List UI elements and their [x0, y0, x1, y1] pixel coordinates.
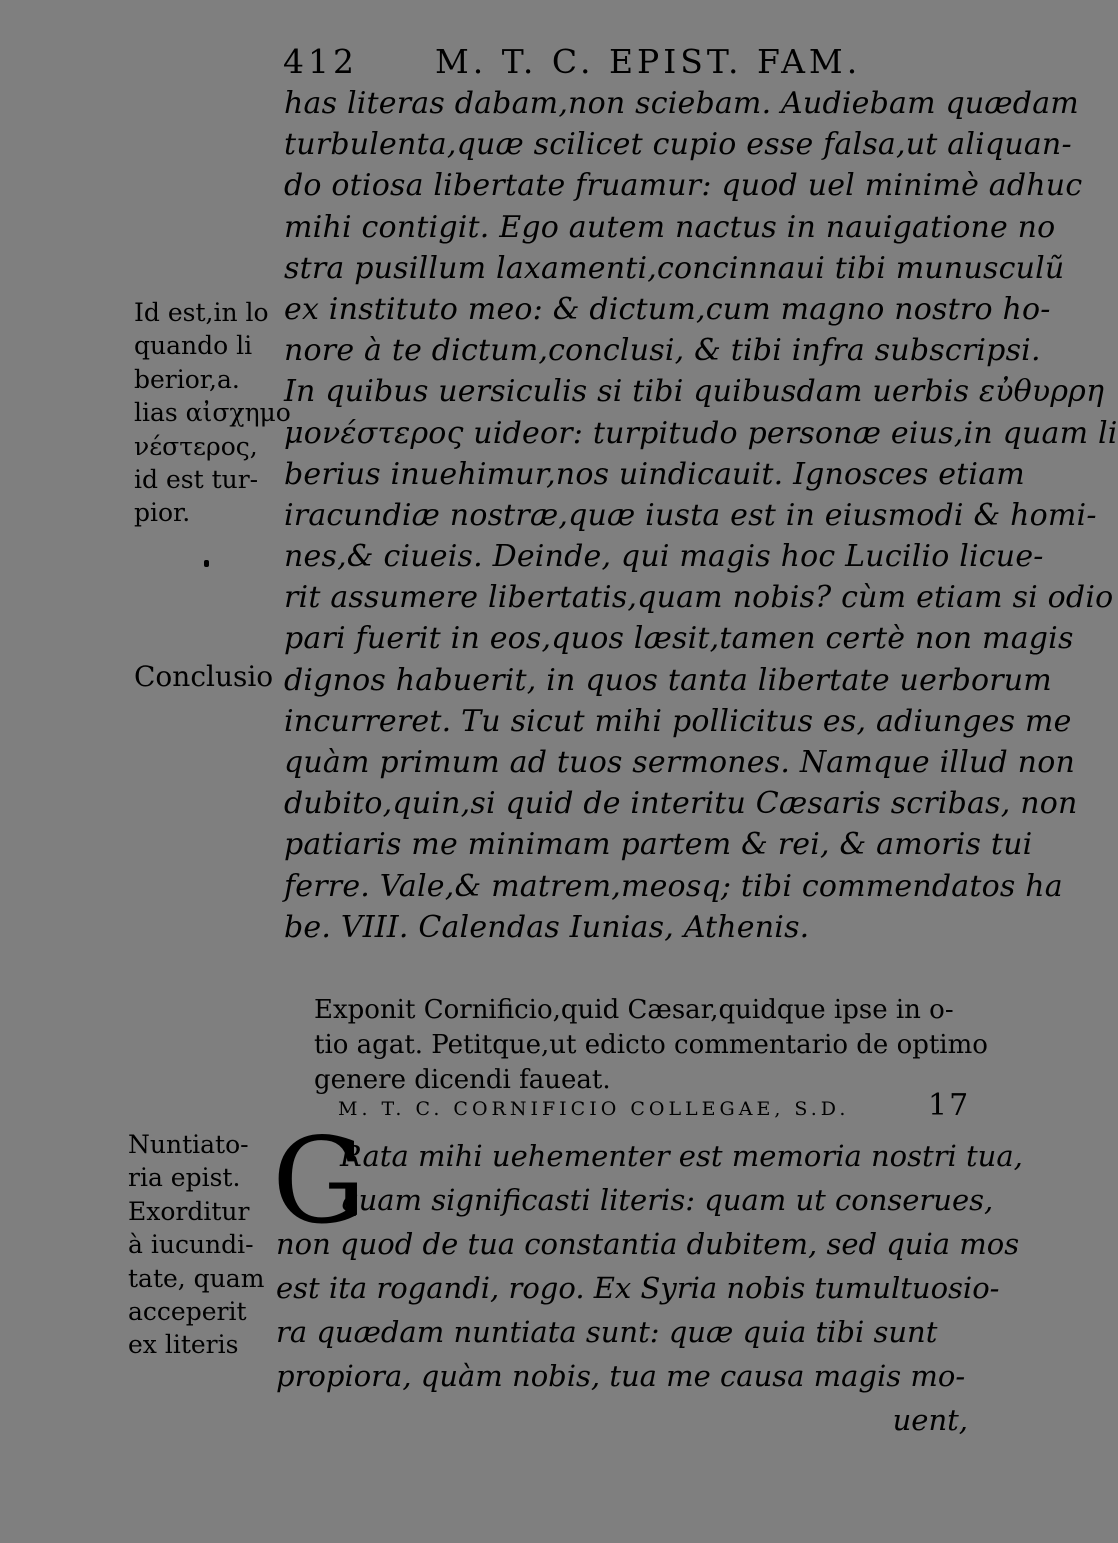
- argument-line: genere dicendi faueat.: [314, 1065, 611, 1095]
- main-text-block: [284, 83, 1118, 948]
- margin-line: à iucundi-: [128, 1230, 254, 1260]
- drop-capital: G: [272, 1112, 367, 1250]
- text-line: propiora, quàm nobis, tua me causa magis mo-: [276, 1359, 966, 1393]
- text-line: ex instituto meo: & dictum,cum magno nostro ho-: [284, 291, 1051, 327]
- text-line: stra pusillum laxamenti,concinnaui tibi munusculũ: [284, 250, 1065, 286]
- margin-line: Id est,in lo: [134, 298, 269, 327]
- margin-line: lias αἰσχημο: [134, 398, 291, 428]
- margin-note-conclusio: Conclusio: [134, 660, 274, 693]
- letter-heading-title: M. T. C. CORNIFICIO COLLEGAE, S.D.: [338, 1098, 850, 1120]
- text-line: Rata mihi uehementer est memoria nostri tua,: [340, 1139, 1023, 1173]
- text-line: berius inuehimur,nos uindicauit. Ignosces etiam: [284, 456, 1025, 492]
- margin-line: Nuntiato-: [128, 1130, 249, 1159]
- text-line: est ita rogandi, rogo. Ex Syria nobis tumultuosio-: [276, 1271, 1000, 1305]
- margin-note-gloss: [134, 296, 291, 530]
- margin-line: Exorditur: [128, 1196, 250, 1226]
- text-line: do otiosa libertate fruamur: quod uel minimè adhuc: [284, 168, 1083, 204]
- margin-line: tate, quam: [128, 1263, 265, 1293]
- text-line: mihi contigit. Ego autem nactus in nauigatione no: [284, 209, 1056, 245]
- margin-line: acceperit: [128, 1296, 247, 1326]
- text-line: ferre. Vale,& matrem,meosq; tibi commendatos ha: [284, 868, 1063, 904]
- text-line: be. VIII. Calendas Iunias, Athenis.: [284, 909, 810, 945]
- text-line: quàm primum ad tuos sermones. Namque illud non: [284, 745, 1075, 780]
- text-line: nes,& ciueis. Deinde, qui magis hoc Lucilio licue-: [284, 539, 1044, 575]
- text-line: rit assumere libertatis,quam nobis? cùm etiam si odio: [284, 580, 1114, 616]
- text-line: has literas dabam,non sciebam. Audiebam quædam: [284, 86, 1079, 121]
- text-line: quam significasti literis: quam ut conserues,: [340, 1183, 994, 1217]
- ink-dot: [204, 560, 209, 567]
- text-line: nore à te dictum,conclusi, & tibi infra subscripsi.: [284, 333, 1041, 369]
- margin-line: νέστερος,: [134, 431, 258, 461]
- text-line: iracundiæ nostræ,quæ iusta est in eiusmodi & homi-: [284, 497, 1097, 533]
- margin-line: quando li: [134, 331, 253, 361]
- text-line: turbulenta,quæ scilicet cupio esse falsa,ut aliquan-: [284, 127, 1072, 163]
- text-line: dubito,quin,si quid de interitu Cæsaris scribas, non: [284, 786, 1078, 822]
- text-line: incurreret. Tu sicut mihi pollicitus es, adiunges me: [284, 703, 1072, 739]
- text-line: ra quædam nuntiata sunt: quæ quia tibi sunt: [276, 1315, 938, 1349]
- margin-line: ex literis: [128, 1330, 239, 1360]
- letter-number: 17: [928, 1088, 971, 1123]
- running-title: M. T. C. EPIST. FAM.: [435, 42, 862, 81]
- margin-line: berior,a.: [134, 364, 240, 394]
- text-line: μονέστερος uideor: turpitudo personæ eius,in quam li: [284, 415, 1118, 451]
- margin-line: pior.: [134, 498, 191, 528]
- text-line: In quibus uersiculis si tibi quibusdam uerbis εὐθυρρη: [284, 374, 1105, 410]
- text-line: uent,: [892, 1403, 968, 1437]
- letter-text-block: [276, 1134, 1023, 1442]
- text-line: patiaris me minimam partem & rei, & amoris tui: [284, 827, 1033, 863]
- margin-line: ria epist.: [128, 1163, 241, 1193]
- letter-heading: [338, 1088, 988, 1123]
- margin-line: id est tur-: [134, 464, 259, 494]
- argument-line: tio agat. Petitque,ut edicto commentario de optimo: [314, 1030, 988, 1060]
- text-line: pari fuerit in eos,quos læsit,tamen certè non magis: [284, 621, 1074, 657]
- running-header: [283, 42, 862, 82]
- text-line: non quod de tua constantia dubitem, sed quia mos: [276, 1227, 1020, 1261]
- text-line: dignos habuerit, in quos tanta libertate uerborum: [284, 662, 1052, 698]
- margin-note-nuntiatoria: [128, 1128, 278, 1362]
- letter-argument: [314, 993, 994, 1098]
- page-number: 412: [283, 42, 358, 81]
- argument-line: Exponit Cornificio,quid Cæsar,quidque ipse in o-: [314, 995, 954, 1025]
